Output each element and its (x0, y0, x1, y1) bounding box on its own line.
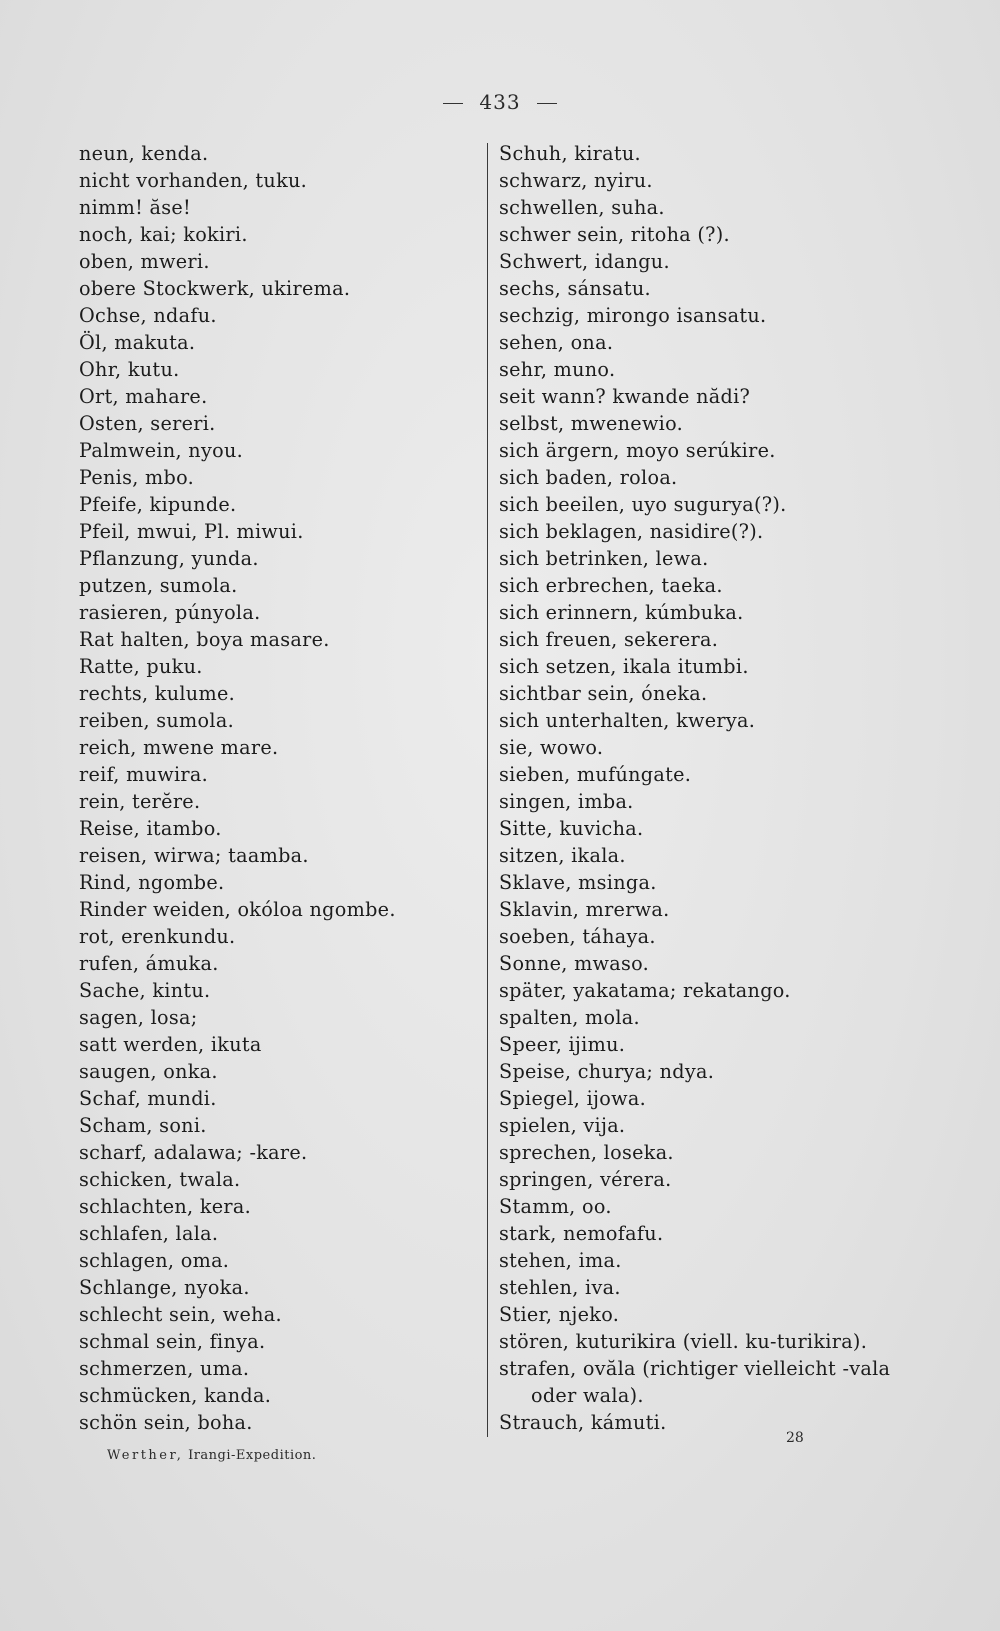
dictionary-entry: schmücken, kanda. (79, 1384, 272, 1407)
dictionary-entry: nimm! ăse! (79, 196, 192, 219)
dictionary-entry: Pflanzung, yunda. (79, 547, 259, 570)
dictionary-entry: neun, kenda. (79, 142, 209, 165)
dictionary-entry: selbst, mwenewio. (499, 412, 684, 435)
dictionary-entry: noch, kai; kokiri. (79, 223, 248, 246)
publication-title: Irangi-Expedition. (188, 1448, 317, 1463)
dictionary-entry: Penis, mbo. (79, 466, 195, 489)
dictionary-entry: Speer, ijimu. (499, 1033, 626, 1056)
dictionary-entry: rechts, kulume. (79, 682, 236, 705)
dictionary-entry: Sonne, mwaso. (499, 952, 650, 975)
dictionary-entry: Schlange, nyoka. (79, 1276, 250, 1299)
dictionary-entry: Ohr, kutu. (79, 358, 180, 381)
dictionary-entry: schön sein, boha. (79, 1411, 253, 1434)
dictionary-entry: sich baden, roloa. (499, 466, 678, 489)
dictionary-entry: schwarz, nyiru. (499, 169, 653, 192)
dictionary-entry: sieben, mufúngate. (499, 763, 692, 786)
dictionary-entry: Speise, churya; ndya. (499, 1060, 715, 1083)
dictionary-entry: Reise, itambo. (79, 817, 222, 840)
dictionary-entry: sich erbrechen, taeka. (499, 574, 723, 597)
dictionary-entry: sehen, ona. (499, 331, 614, 354)
page-header (0, 90, 1000, 114)
dictionary-entry: spalten, mola. (499, 1006, 640, 1029)
dictionary-entry: sagen, losa; (79, 1006, 198, 1029)
dictionary-entry: Ort, mahare. (79, 385, 208, 408)
dictionary-entry: schlafen, lala. (79, 1222, 219, 1245)
dictionary-entry: sehr, muno. (499, 358, 616, 381)
dictionary-entry: schmal sein, finya. (79, 1330, 266, 1353)
dictionary-entry: schlagen, oma. (79, 1249, 230, 1272)
dictionary-entry: Öl, makuta. (79, 331, 196, 354)
dictionary-entry: Sklave, msinga. (499, 871, 657, 894)
dictionary-entry: stehlen, iva. (499, 1276, 621, 1299)
column-divider (487, 143, 488, 1437)
dictionary-entry: Pfeife, kipunde. (79, 493, 237, 516)
dictionary-entry: Scham, soni. (79, 1114, 207, 1137)
dictionary-entry: Sklavin, mrerwa. (499, 898, 670, 921)
dictionary-entry: strafen, ovăla (richtiger vielleicht -vala oder wala). (499, 1357, 891, 1407)
dictionary-entry: sichtbar sein, óneka. (499, 682, 708, 705)
dictionary-entry: scharf, adalawa; -kare. (79, 1141, 308, 1164)
dictionary-entry: nicht vorhanden, tuku. (79, 169, 308, 192)
dictionary-entry: schwellen, suha. (499, 196, 665, 219)
dictionary-entry: seit wann? kwande nădi? (499, 385, 751, 408)
dictionary-entry: sitzen, ikala. (499, 844, 626, 867)
dictionary-entry: sie, wowo. (499, 736, 604, 759)
dictionary-entry: putzen, sumola. (79, 574, 238, 597)
author-name: Werther, (107, 1448, 184, 1463)
dictionary-entry: schlachten, kera. (79, 1195, 252, 1218)
dictionary-entry: sich setzen, ikala itumbi. (499, 655, 749, 678)
dictionary-entry: Osten, sereri. (79, 412, 216, 435)
dictionary-entry: satt werden, ikuta (79, 1033, 262, 1056)
left-column (79, 140, 479, 1436)
dictionary-entry: rein, terĕre. (79, 790, 201, 813)
dictionary-entry: Pfeil, mwui, Pl. miwui. (79, 520, 304, 543)
dictionary-entry: Stier, njeko. (499, 1303, 620, 1326)
right-column (499, 140, 919, 1436)
dictionary-entry: obere Stockwerk, ukirema. (79, 277, 351, 300)
dictionary-entry: Sitte, kuvicha. (499, 817, 644, 840)
dictionary-entry: sich ärgern, moyo serúkire. (499, 439, 776, 462)
dictionary-entry: schmerzen, uma. (79, 1357, 250, 1380)
dictionary-entry: Ratte, puku. (79, 655, 203, 678)
dictionary-entry: Rinder weiden, okóloa ngombe. (79, 898, 396, 921)
dictionary-entry: schwer sein, ritoha (?). (499, 223, 730, 246)
dictionary-entry: sprechen, loseka. (499, 1141, 674, 1164)
header-dash-right (537, 103, 557, 104)
dictionary-entry: Strauch, kámuti. (499, 1411, 667, 1434)
dictionary-entry: singen, imba. (499, 790, 634, 813)
dictionary-entry: sich beeilen, uyo sugurya(?). (499, 493, 787, 516)
dictionary-entry: springen, vérera. (499, 1168, 672, 1191)
dictionary-entry: soeben, táhaya. (499, 925, 656, 948)
dictionary-entry: Schaf, mundi. (79, 1087, 217, 1110)
dictionary-entry: stark, nemofafu. (499, 1222, 664, 1245)
signature-mark: 28 (786, 1430, 804, 1446)
dictionary-entry: stören, kuturikira (viell. ku-turikira). (499, 1330, 868, 1353)
dictionary-entry: Rind, ngombe. (79, 871, 225, 894)
publisher-line (107, 1448, 316, 1463)
dictionary-entry: reich, mwene mare. (79, 736, 279, 759)
dictionary-entry: rot, erenkundu. (79, 925, 236, 948)
dictionary-entry: Schuh, kiratu. (499, 142, 641, 165)
dictionary-entry: Schwert, idangu. (499, 250, 670, 273)
dictionary-entry: Stamm, oo. (499, 1195, 612, 1218)
dictionary-entry: reif, muwira. (79, 763, 209, 786)
dictionary-entry: Ochse, ndafu. (79, 304, 217, 327)
dictionary-entry: oben, mweri. (79, 250, 210, 273)
dictionary-entry: rasieren, púnyola. (79, 601, 261, 624)
header-dash-left (443, 103, 463, 104)
dictionary-entry: saugen, onka. (79, 1060, 218, 1083)
dictionary-entry: sich betrinken, lewa. (499, 547, 709, 570)
dictionary-entry: sich erinnern, kúmbuka. (499, 601, 744, 624)
dictionary-entry: schicken, twala. (79, 1168, 241, 1191)
dictionary-entry: später, yakatama; rekatango. (499, 979, 791, 1002)
dictionary-entry: Rat halten, boya masare. (79, 628, 330, 651)
dictionary-entry: rufen, ámuka. (79, 952, 219, 975)
dictionary-entry: sechzig, mirongo isansatu. (499, 304, 767, 327)
page-number: 433 (479, 90, 521, 114)
dictionary-entry: schlecht sein, weha. (79, 1303, 282, 1326)
dictionary-entry: Palmwein, nyou. (79, 439, 243, 462)
dictionary-entry: stehen, ima. (499, 1249, 622, 1272)
dictionary-entry: spielen, vija. (499, 1114, 626, 1137)
dictionary-entry: Sache, kintu. (79, 979, 211, 1002)
dictionary-entry: sechs, sánsatu. (499, 277, 651, 300)
dictionary-entry: reiben, sumola. (79, 709, 234, 732)
dictionary-entry: sich unterhalten, kwerya. (499, 709, 756, 732)
dictionary-entry: reisen, wirwa; taamba. (79, 844, 309, 867)
dictionary-entry: sich freuen, sekerera. (499, 628, 719, 651)
dictionary-entry: Spiegel, ijowa. (499, 1087, 646, 1110)
dictionary-entry: sich beklagen, nasidire(?). (499, 520, 764, 543)
